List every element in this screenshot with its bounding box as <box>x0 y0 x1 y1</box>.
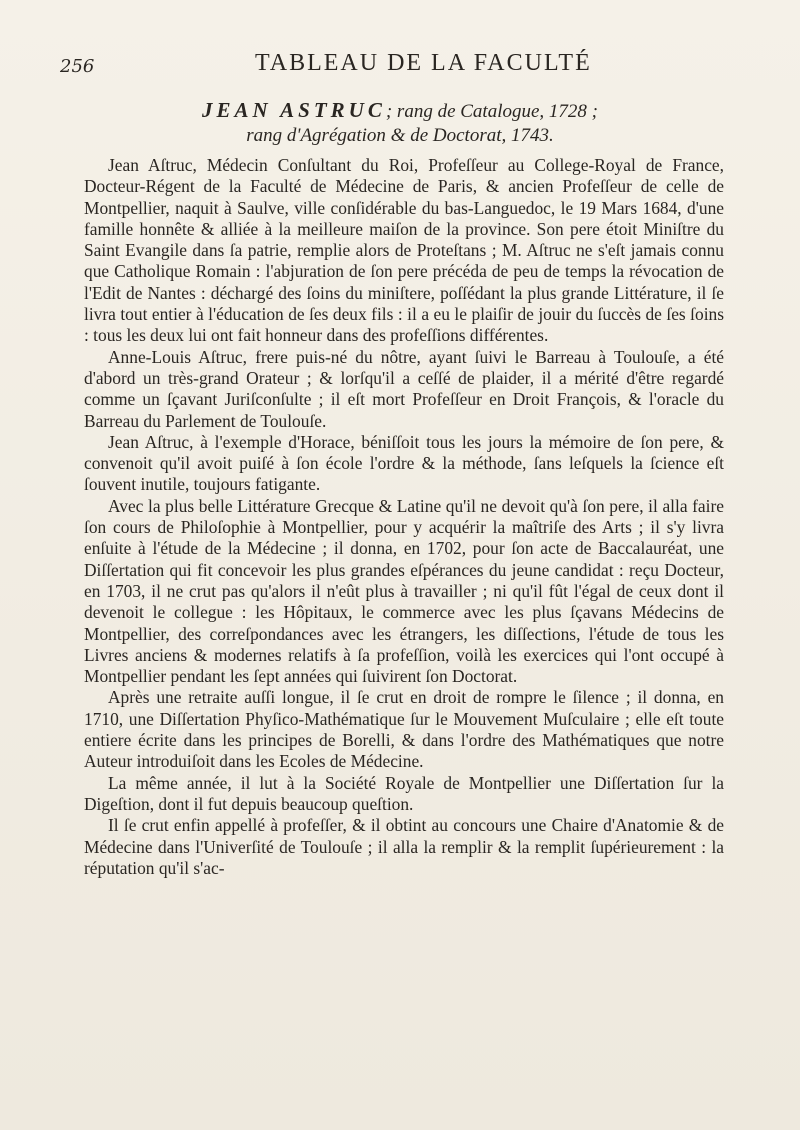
paragraph: La même année, il lut à la Société Royale de Montpellier une Diſſertation ſur la Digeſtion, dont il fut depuis beaucoup queſtion. <box>84 772 724 814</box>
paragraph: Il ſe crut enfin appellé à profeſſer, & il obtint au concours une Chaire d'Anatomie & de Médecine dans l'Univerſité de Toulouſe ; il alla la remplir & la remplit ſupérieurement : la réputation qu'il s'ac- <box>84 815 724 878</box>
entry-heading-line-2: rang d'Agrégation & de Doctorat, 1743. <box>246 125 554 146</box>
body-text <box>84 155 724 879</box>
entry-heading <box>0 98 800 148</box>
paragraph: Jean Aſtruc, à l'exemple d'Horace, béniſſoit tous les jours la mémoire de ſon pere, & convenoit qu'il avoit puiſé à ſon école l'ordre & la méthode, ſans leſquels la ſcience eſt ſouvent inutile, toujours fatigante. <box>84 431 724 495</box>
paragraph: Avec la plus belle Littérature Grecque & Latine qu'il ne devoit qu'à ſon pere, il alla faire ſon cours de Philoſophie à Montpellier, pour y acquérir la maîtriſe des Arts ; il s'y livra enſuite à l'étude de la Médecine ; il donna, en 1702, pour ſon acte de Baccalauréat, une Diſſertation qui fit concevoir les plus grandes eſpérances du jeune candidat : reçu Docteur, en 1703, il ne crut pas qu'alors il n'eût plus à travailler ; ni qu'il fût l'égal de ceux dont il devenoit le collegue : les Hôpitaux, le commerce avec les plus ſçavans Médecins de Montpellier, des correſpondances avec les étrangers, les diſſections, l'étude de tous les Livres anciens & modernes relatifs à ſa profeſſion, voilà les exercices qui l'ont occupé à Montpellier pendant les ſept années qui ſuivirent ſon Doctorat. <box>84 495 724 687</box>
entry-name: JEAN ASTRUC <box>202 98 386 122</box>
running-head: TABLEAU DE LA FACULTÉ <box>255 50 592 76</box>
paragraph: Anne-Louis Aſtruc, frere puis-né du nôtre, ayant ſuivi le Barreau à Toulouſe, a été d'abord un très-grand Orateur ; & lorſqu'il a ceſſé de plaider, il a mérité d'être regardé comme un ſçavant Juriſconſulte ; il eſt mort Profeſſeur en Droit François, & l'oracle du Barreau du Parlement de Toulouſe. <box>84 346 724 431</box>
page-header <box>60 50 760 80</box>
entry-catalogue-rank: ; rang de Catalogue, 1728 ; <box>385 101 598 122</box>
entry-heading-line-1 <box>0 98 800 124</box>
paragraph: Après une retraite auſſi longue, il ſe crut en droit de rompre le ſilence ; il donna, en 1710, une Diſſertation Phyſico-Mathématique ſur le Mouvement Muſculaire ; elle eſt toute entiere écrite dans les principes de Borelli, & dans l'ordre des Mathématiques que notre Auteur introduiſoit dans les Ecoles de Médecine. <box>84 687 724 772</box>
paragraph: Jean Aſtruc, Médecin Conſultant du Roi, Profeſſeur au College-Royal de France, Docteur-Régent de la Faculté de Médecine de Paris, & ancien Profeſſeur de celle de Montpellier, naquit à Saulve, ville conſidérable du bas-Languedoc, le 19 Mars 1684, d'une famille honnête & alliée à la meilleure maiſon de la province. Son pere étoit Miniſtre du Saint Evangile dans ſa patrie, remplie alors de Proteſtans ; M. Aſtruc ne s'eſt jamais connu que Catholique Romain : l'abjuration de ſon pere précéda de peu de temps la révocation de l'Edit de Nantes : déchargé des ſoins du miniſtere, poſſédant la plus grande Littérature, il ſe livra tout entier à l'éducation de ſes deux fils : il a eu le plaiſir de jouir du ſuccès de ſes ſoins : tous les deux lui ont fait honneur dans des profeſſions différentes. <box>84 155 724 346</box>
page-number: 256 <box>60 56 95 77</box>
